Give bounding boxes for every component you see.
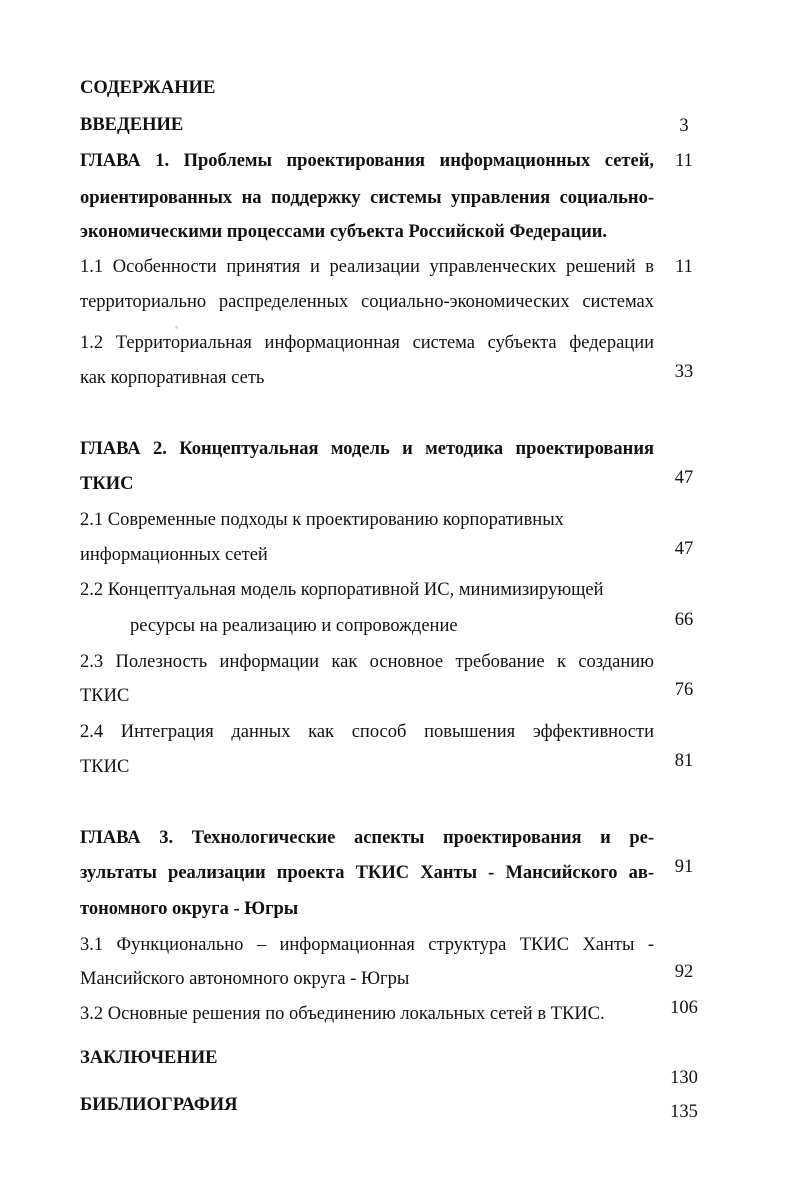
- section-1-1-line1: 1.1 Особенности принятия и реализации управленческих решений в: [80, 257, 654, 277]
- chapter3-heading-line3: тономного округа - Югры: [80, 899, 299, 919]
- section-2-1-line1: 2.1 Современные подходы к проектированию корпоративных: [80, 510, 564, 530]
- scan-speck: [175, 326, 178, 329]
- section-1-2-page: 33: [674, 362, 694, 382]
- section-2-2-line2: ресурсы на реализацию и сопровождение: [130, 616, 458, 636]
- chapter3-page: 91: [674, 857, 694, 877]
- bibliography-label: БИБЛИОГРАФИЯ: [80, 1095, 238, 1115]
- toc-intro-page: 3: [679, 116, 689, 136]
- chapter1-heading-line3: экономическими процессами субъекта Российской Федерации.: [80, 222, 608, 242]
- conclusion-page: 130: [670, 1068, 698, 1088]
- chapter2-heading-line2: ТКИС: [80, 474, 134, 494]
- chapter3-heading-line2: зультаты реализации проекта ТКИС Ханты - Мансийского ав-: [80, 863, 654, 883]
- chapter2-heading-line1: ГЛАВА 2. Концептуальная модель и методика проектирования: [80, 439, 654, 459]
- section-2-3-line1: 2.3 Полезность информации как основное требование к созданию: [80, 652, 654, 672]
- section-1-2-line1: 1.2 Территориальная информационная система субъекта федерации: [80, 333, 654, 353]
- section-3-2-page: 106: [670, 998, 698, 1018]
- section-2-4-page: 81: [674, 751, 694, 771]
- chapter1-heading-line1: ГЛАВА 1. Проблемы проектирования информационных сетей,: [80, 151, 654, 171]
- section-1-1-page: 11: [675, 257, 693, 277]
- section-2-4-line1: 2.4 Интеграция данных как способ повышения эффективности: [80, 722, 654, 742]
- toc-intro-label: ВВЕДЕНИЕ: [80, 115, 184, 135]
- section-2-2-line1: 2.2 Концептуальная модель корпоративной ИС, минимизирующей: [80, 580, 604, 600]
- section-1-1-line2: территориально распределенных социально-экономических системах: [80, 292, 654, 312]
- chapter1-page: 11: [675, 151, 693, 171]
- section-2-1-page: 47: [674, 539, 694, 559]
- section-2-2-page: 66: [674, 610, 694, 630]
- section-3-1-line1: 3.1 Функционально – информационная структура ТКИС Ханты -: [80, 935, 654, 955]
- section-2-3-line2: ТКИС: [80, 686, 130, 706]
- chapter2-page: 47: [674, 468, 694, 488]
- section-2-1-line2: информационных сетей: [80, 545, 268, 565]
- section-1-2-line2: как корпоративная сеть: [80, 368, 265, 388]
- conclusion-label: ЗАКЛЮЧЕНИЕ: [80, 1048, 218, 1068]
- bibliography-page: 135: [670, 1102, 698, 1122]
- section-2-4-line2: ТКИС: [80, 757, 130, 777]
- chapter1-heading-line2: ориентированных на поддержку системы управления социально-: [80, 188, 654, 208]
- chapter3-heading-line1: ГЛАВА 3. Технологические аспекты проектирования и ре-: [80, 828, 654, 848]
- section-3-1-page: 92: [674, 962, 694, 982]
- section-2-3-page: 76: [674, 680, 694, 700]
- toc-title: СОДЕРЖАНИЕ: [80, 78, 216, 98]
- section-3-2-line1: 3.2 Основные решения по объединению локальных сетей в ТКИС.: [80, 1004, 605, 1024]
- section-3-1-line2: Мансийского автономного округа - Югры: [80, 969, 410, 989]
